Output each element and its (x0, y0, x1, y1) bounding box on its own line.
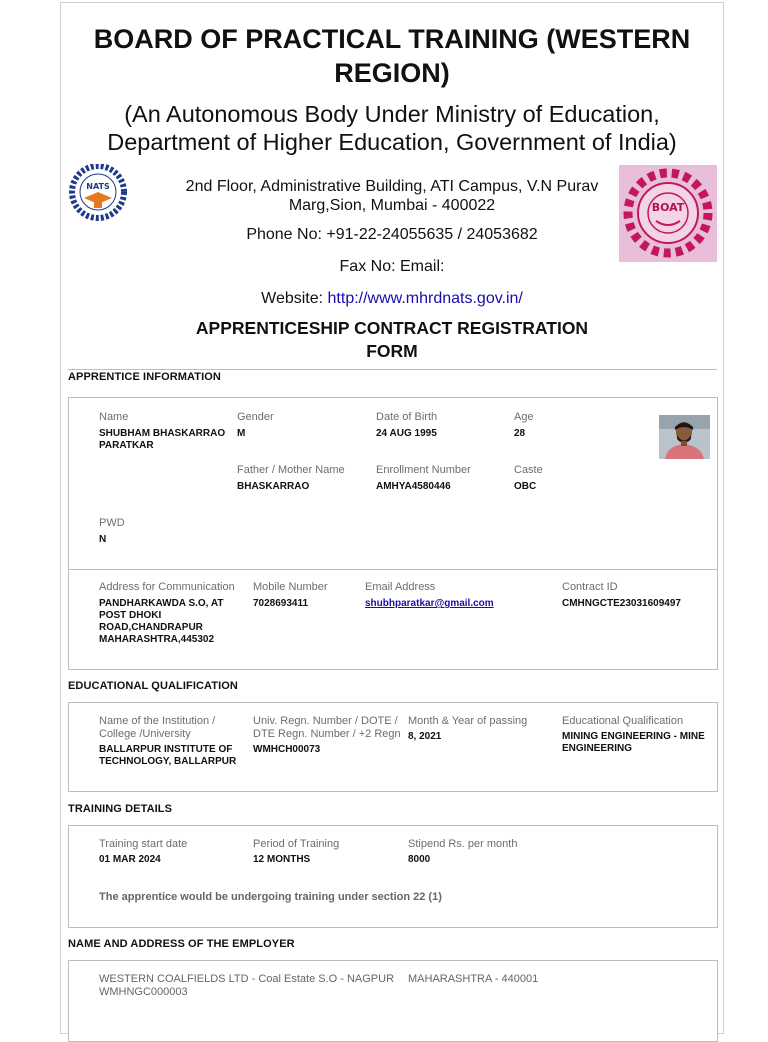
name-value-line2: PARATKAR (99, 440, 154, 451)
gender-value: M (237, 428, 246, 439)
contract-id-value: CMHNGCTE23031609497 (562, 598, 681, 609)
institution-value-line2: TECHNOLOGY, BALLARPUR (99, 756, 237, 767)
contract-id-label: Contract ID (562, 581, 618, 593)
dob-value: 24 AUG 1995 (376, 428, 437, 439)
apprentice-photo (659, 415, 710, 459)
website-line (161, 289, 623, 309)
email-link[interactable]: shubhparatkar@gmail.com (365, 598, 494, 609)
caste-value: OBC (514, 481, 537, 492)
boat-logo-text: BOAT (651, 201, 685, 214)
apprentice-info-box (68, 397, 718, 670)
name-value-line1: SHUBHAM BHASKARRAO (99, 428, 226, 439)
boat-logo (619, 165, 717, 262)
training-period-label: Period of Training (253, 838, 340, 850)
org-title-line2: REGION) (334, 58, 450, 88)
pwd-label: PWD (99, 517, 125, 529)
training-box (68, 825, 718, 928)
training-heading: TRAINING DETAILS (68, 803, 173, 815)
regn-label-line1: Univ. Regn. Number / DOTE / (253, 715, 398, 727)
address-line1: 2nd Floor, Administrative Building, ATI Campus, V.N Purav (185, 178, 599, 195)
institution-label-line1: Name of the Institution / (99, 715, 216, 727)
pwd-value: N (99, 534, 107, 545)
header-divider (68, 369, 717, 370)
training-start-label: Training start date (99, 838, 188, 850)
qualification-value-line1: MINING ENGINEERING - MINE (562, 731, 705, 742)
parent-value: BHASKARRAO (237, 481, 310, 492)
email-label: Email Address (365, 581, 436, 593)
passing-label: Month & Year of passing (408, 715, 528, 727)
name-label: Name (99, 411, 129, 423)
passing-value: 8, 2021 (408, 731, 442, 742)
employer-state-pin: MAHARASHTRA - 440001 (408, 973, 539, 985)
age-label: Age (514, 411, 534, 423)
apprentice-box-divider (69, 569, 717, 570)
qualification-label: Educational Qualification (562, 715, 684, 727)
institution-value-line1: BALLARPUR INSTITUTE OF (99, 744, 233, 755)
employer-name-address: WESTERN COALFIELDS LTD - Coal Estate S.O - NAGPUR (99, 973, 395, 985)
org-subtitle-line2: Department of Higher Education, Government of India) (107, 129, 677, 155)
institution-label-line2: College /University (99, 728, 191, 740)
parent-label: Father / Mother Name (237, 464, 345, 476)
employer-heading: NAME AND ADDRESS OF THE EMPLOYER (68, 938, 295, 950)
website-link[interactable]: http://www.mhrdnats.gov.in/ (327, 290, 523, 307)
dob-label: Date of Birth (376, 411, 438, 423)
age-value: 28 (514, 428, 526, 439)
training-section-note: The apprentice would be undergoing training under section 22 (1) (99, 891, 442, 903)
stipend-value: 8000 (408, 854, 431, 865)
training-period-value: 12 MONTHS (253, 854, 311, 865)
mobile-value: 7028693411 (253, 598, 309, 609)
education-box (68, 702, 718, 792)
phone-line: Phone No: +91-22-24055635 / 24053682 (246, 226, 538, 243)
caste-label: Caste (514, 464, 543, 476)
fax-email-line: Fax No: Email: (339, 258, 445, 275)
mobile-label: Mobile Number (253, 581, 328, 593)
training-start-value: 01 MAR 2024 (99, 854, 161, 865)
address-value-line2: POST DHOKI (99, 610, 162, 621)
address-value-line1: PANDHARKAWDA S.O, AT (99, 598, 224, 609)
address-label: Address for Communication (99, 581, 235, 593)
form-title-line1: APPRENTICESHIP CONTRACT REGISTRATION (195, 318, 589, 338)
address-line2: Marg,Sion, Mumbai - 400022 (288, 197, 496, 214)
nats-logo (68, 164, 130, 222)
apprentice-info-heading: APPRENTICE INFORMATION (68, 371, 221, 383)
gender-label: Gender (237, 411, 274, 423)
address-value-line4: MAHARASHTRA,445302 (99, 634, 215, 645)
document-page (60, 2, 724, 1034)
website-label: Website: (261, 290, 328, 307)
education-heading: EDUCATIONAL QUALIFICATION (68, 680, 238, 692)
employer-code: WMHNGC000003 (99, 986, 188, 998)
stipend-label: Stipend Rs. per month (408, 838, 518, 850)
enrollment-label: Enrollment Number (376, 464, 471, 476)
org-subtitle-line1: (An Autonomous Body Under Ministry of Education, (124, 101, 660, 127)
enrollment-value: AMHYA4580446 (376, 481, 451, 492)
org-title-line1: BOARD OF PRACTICAL TRAINING (WESTERN (93, 24, 691, 54)
employer-box (68, 960, 718, 1042)
nats-logo-text: NATS (86, 182, 110, 191)
address-value-line3: ROAD,CHANDRAPUR (99, 622, 203, 633)
regn-value: WMHCH00073 (253, 744, 321, 755)
regn-label-line2: DTE Regn. Number / +2 Regn (253, 728, 401, 740)
form-title-line2: FORM (366, 341, 418, 361)
qualification-value-line2: ENGINEERING (562, 743, 633, 754)
